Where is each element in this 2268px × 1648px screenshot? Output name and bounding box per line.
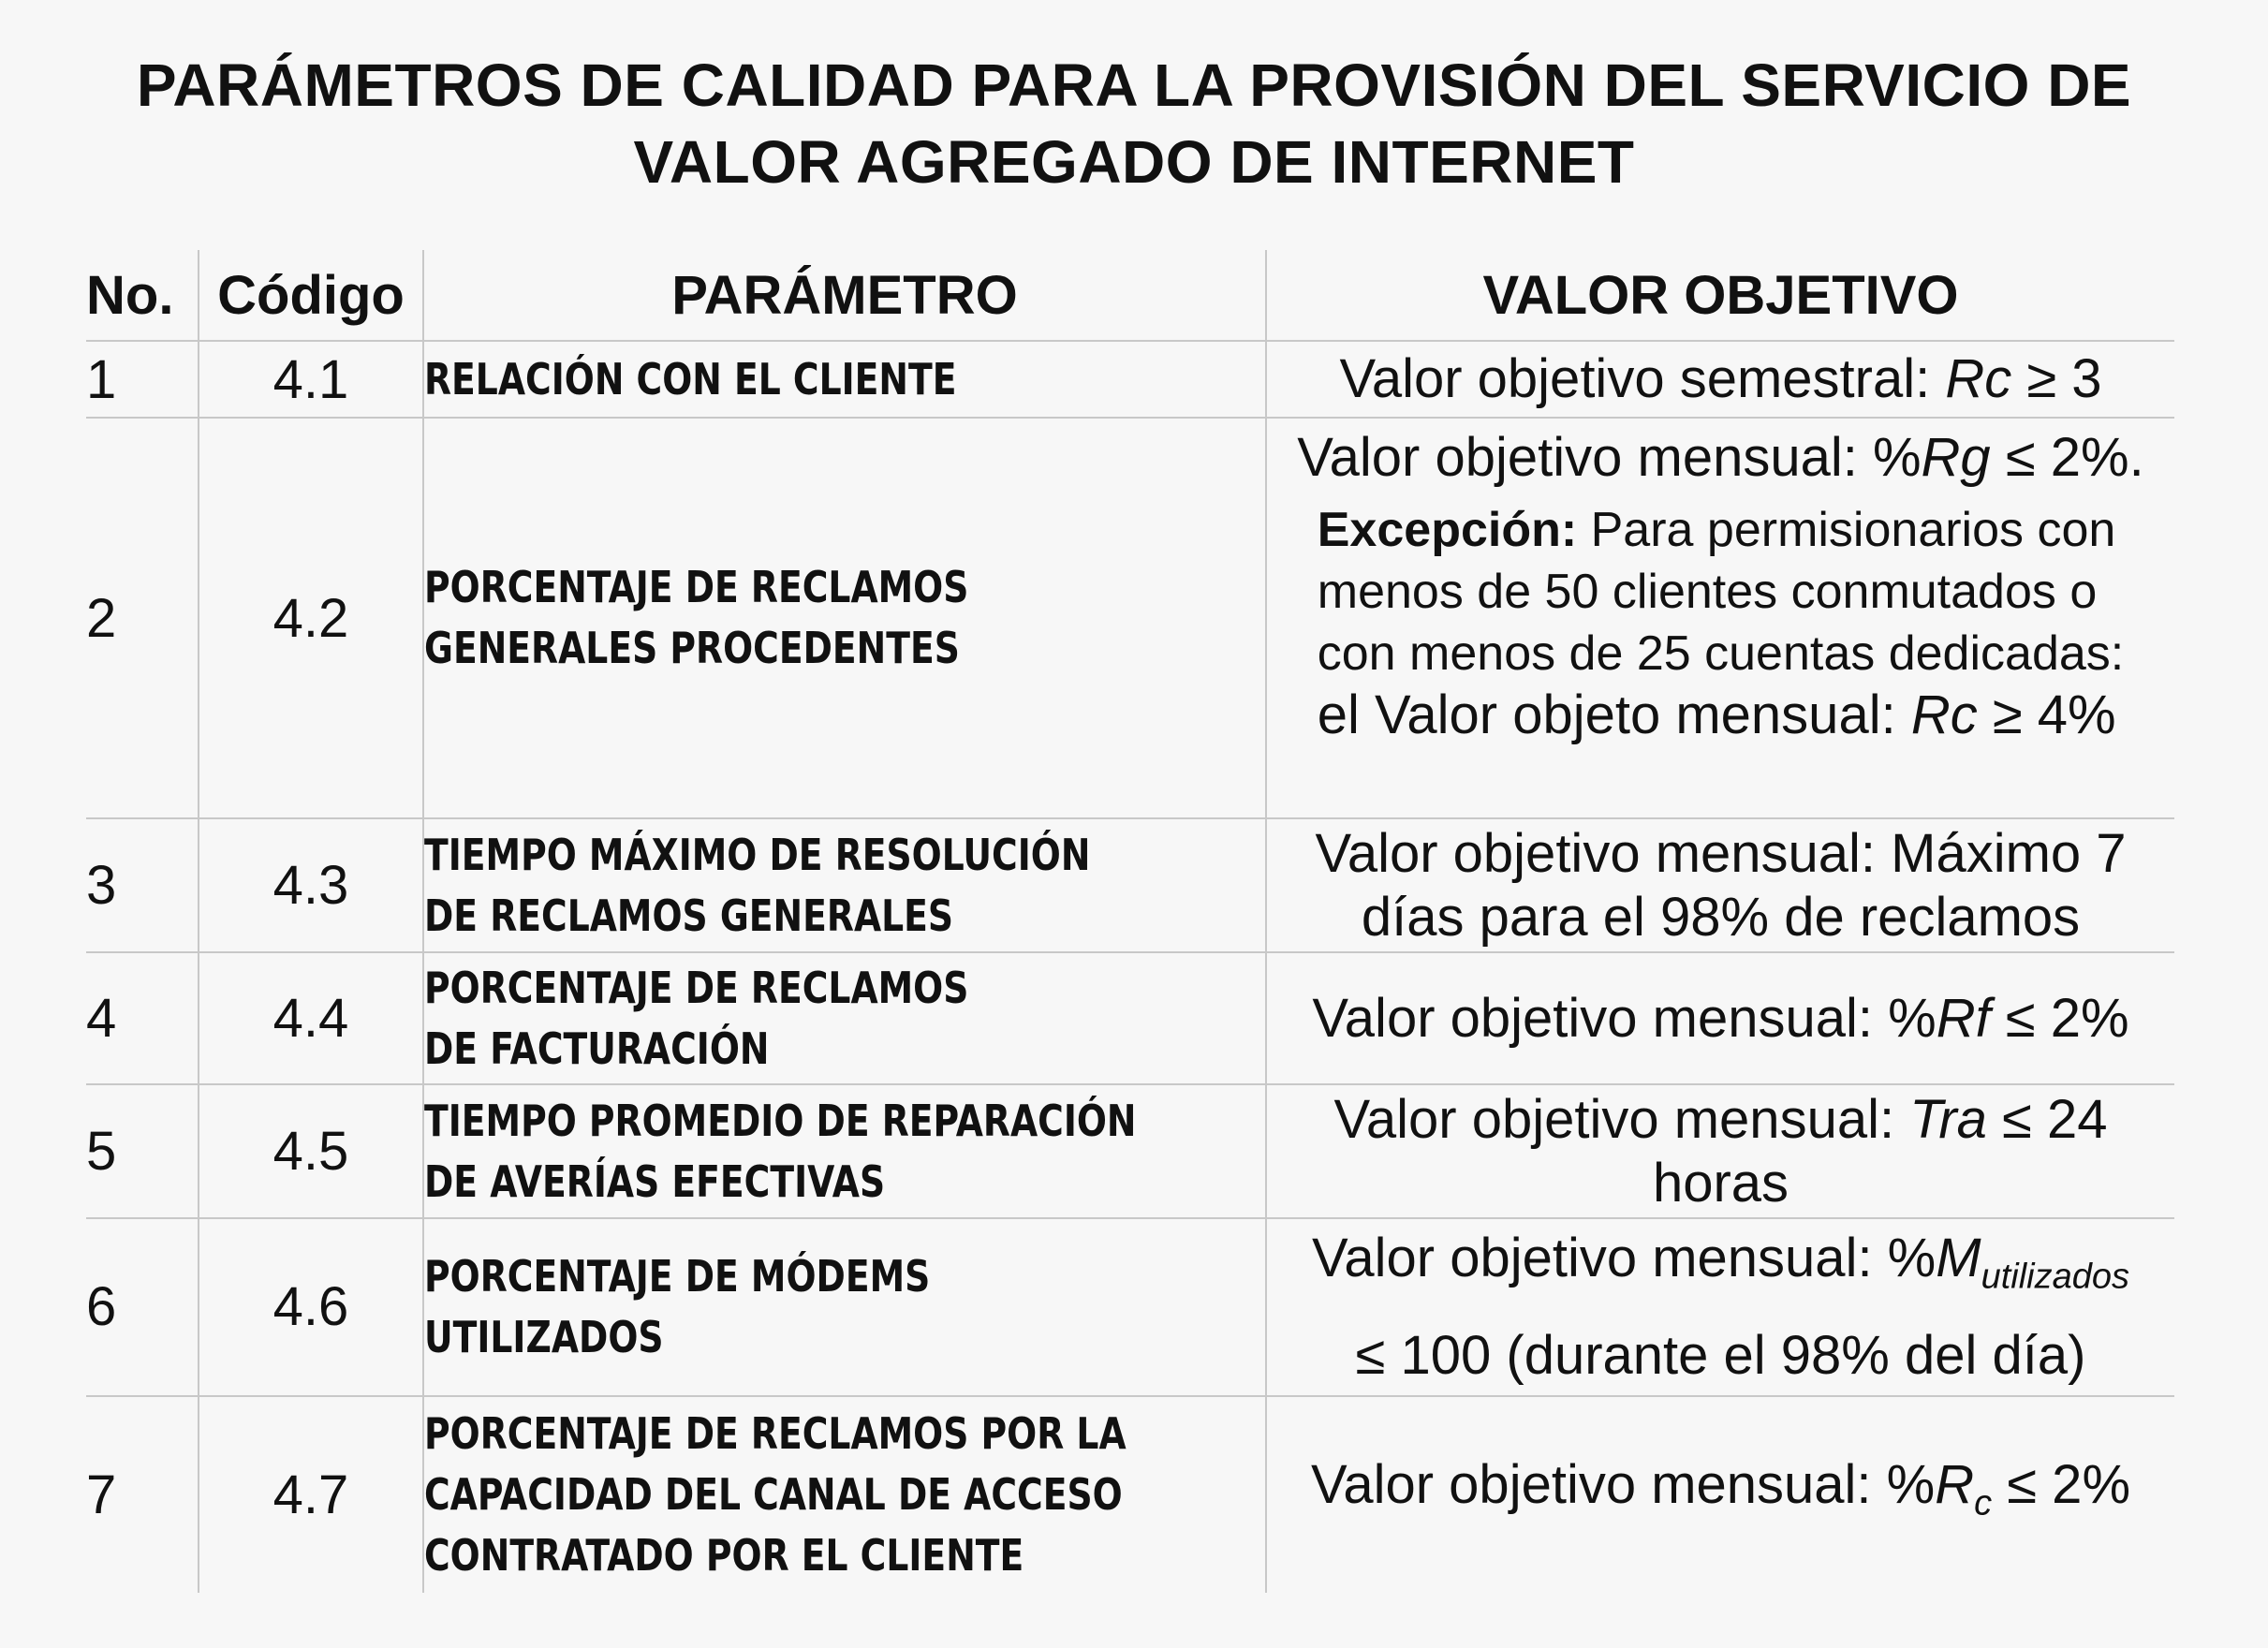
- row-code: 4.7: [199, 1396, 423, 1593]
- target-subscript: utilizados: [1981, 1257, 2129, 1297]
- target-text: Valor objetivo mensual: %: [1311, 1228, 1937, 1288]
- exception-line: con menos de 25 cuentas dedicadas:: [1317, 626, 2125, 681]
- page-title: [0, 47, 2268, 200]
- row-target-value: [1266, 418, 2174, 818]
- parameter-line: PORCENTAJE DE RECLAMOS POR LA: [424, 1407, 1127, 1459]
- row-number: 2: [86, 418, 199, 818]
- target-variable: Rg: [1921, 427, 1991, 488]
- row-code: 4.3: [199, 818, 423, 952]
- parameter-line: UTILIZADOS: [424, 1311, 664, 1362]
- row-parameter: [423, 1396, 1266, 1593]
- target-line: Valor objetivo mensual: Máximo 7: [1315, 822, 2127, 884]
- target-variable: Rc: [1945, 348, 2012, 409]
- quality-parameters-table: [86, 250, 2174, 1593]
- row-number: 3: [86, 818, 199, 952]
- target-variable: M: [1936, 1228, 1981, 1288]
- row-parameter: [423, 1218, 1266, 1396]
- target-exception: [1318, 499, 2124, 748]
- target-subscript: c: [1974, 1483, 1993, 1523]
- parameter-line: DE AVERÍAS EFECTIVAS: [424, 1155, 886, 1207]
- row-parameter: [423, 341, 1266, 418]
- target-text: Valor objetivo semestral:: [1339, 348, 1946, 409]
- row-number: 1: [86, 341, 199, 418]
- exception-line: Para permisionarios con: [1577, 503, 2116, 557]
- table-row: [86, 341, 2174, 418]
- row-target-value: [1266, 1084, 2174, 1218]
- target-tail: ≤ 2%: [1990, 987, 2129, 1049]
- target-text: Valor objetivo mensual: %: [1310, 1454, 1936, 1516]
- target-variable: Tra: [1909, 1088, 1987, 1150]
- row-code: 4.2: [199, 418, 423, 818]
- target-line: horas: [1652, 1152, 1789, 1214]
- title-line-1: PARÁMETROS DE CALIDAD PARA LA PROVISIÓN DEL SERVICIO DE: [136, 52, 2132, 119]
- table-row: [86, 418, 2174, 818]
- target-tail: ≤ 2%.: [1990, 427, 2144, 488]
- row-target-value: [1266, 818, 2174, 952]
- exception-line: menos de 50 clientes conmutados o: [1317, 565, 2098, 619]
- exception-last-text: el Valor objeto mensual:: [1317, 684, 1911, 745]
- header-parameter: PARÁMETRO: [423, 250, 1266, 341]
- table-row: [86, 1084, 2174, 1218]
- table-row: [86, 1396, 2174, 1593]
- row-number: 7: [86, 1464, 117, 1525]
- row-parameter: [423, 1084, 1266, 1218]
- parameter-line: DE RECLAMOS GENERALES: [424, 890, 954, 941]
- target-line: ≤ 100 (durante el 98% del día): [1355, 1324, 2086, 1386]
- exception-label: Excepción:: [1317, 503, 1578, 557]
- row-number: 4: [86, 952, 199, 1084]
- row-parameter: [423, 818, 1266, 952]
- target-tail: ≤ 24: [1986, 1088, 2108, 1150]
- row-target-value: [1266, 1396, 2174, 1593]
- title-line-2: VALOR AGREGADO DE INTERNET: [633, 128, 1635, 196]
- table-header-row: [86, 250, 2174, 341]
- parameter-line: CAPACIDAD DEL CANAL DE ACCESO: [424, 1468, 1123, 1520]
- target-variable: Rf: [1936, 987, 1991, 1049]
- row-target-value: [1266, 341, 2174, 418]
- row-code: 4.1: [199, 341, 423, 418]
- row-target-value: [1266, 952, 2174, 1084]
- parameter-line: PORCENTAJE DE RECLAMOS: [424, 562, 969, 612]
- row-parameter: [423, 952, 1266, 1084]
- parameter-line: DE FACTURACIÓN: [424, 1023, 770, 1074]
- target-line: días para el 98% de reclamos: [1361, 886, 2081, 948]
- parameter-line: RELACIÓN CON EL CLIENTE: [424, 353, 957, 405]
- header-target-value: VALOR OBJETIVO: [1266, 250, 2174, 341]
- table-row: [86, 1218, 2174, 1396]
- target-text: Valor objetivo mensual:: [1333, 1088, 1910, 1150]
- row-code: 4.6: [199, 1218, 423, 1396]
- table-row: [86, 818, 2174, 952]
- row-target-value: [1266, 1218, 2174, 1396]
- parameter-line: GENERALES PROCEDENTES: [424, 623, 960, 673]
- table-row: [86, 952, 2174, 1084]
- parameter-line: CONTRATADO POR EL CLIENTE: [424, 1529, 1024, 1581]
- row-number: 5: [86, 1084, 199, 1218]
- exception-last-tail: ≥ 4%: [1977, 684, 2116, 745]
- row-parameter: [423, 418, 1266, 818]
- row-code: 4.5: [199, 1084, 423, 1218]
- row-number: 6: [86, 1218, 199, 1396]
- target-variable: R: [1935, 1454, 1975, 1516]
- target-text: Valor objetivo mensual: %: [1312, 987, 1937, 1049]
- target-tail: ≤ 2%: [1992, 1454, 2131, 1516]
- target-text: Valor objetivo mensual: %: [1297, 427, 1922, 488]
- exception-last-variable: Rc: [1910, 684, 1978, 745]
- header-no: No.: [86, 250, 199, 341]
- header-code: Código: [199, 250, 423, 341]
- target-tail: ≥ 3: [2011, 348, 2102, 409]
- parameter-line: TIEMPO PROMEDIO DE REPARACIÓN: [424, 1095, 1137, 1146]
- parameter-line: TIEMPO MÁXIMO DE RESOLUCIÓN: [424, 829, 1091, 880]
- parameter-line: PORCENTAJE DE MÓDEMS: [424, 1250, 931, 1302]
- row-code: 4.4: [199, 952, 423, 1084]
- parameter-line: PORCENTAJE DE RECLAMOS: [424, 962, 969, 1013]
